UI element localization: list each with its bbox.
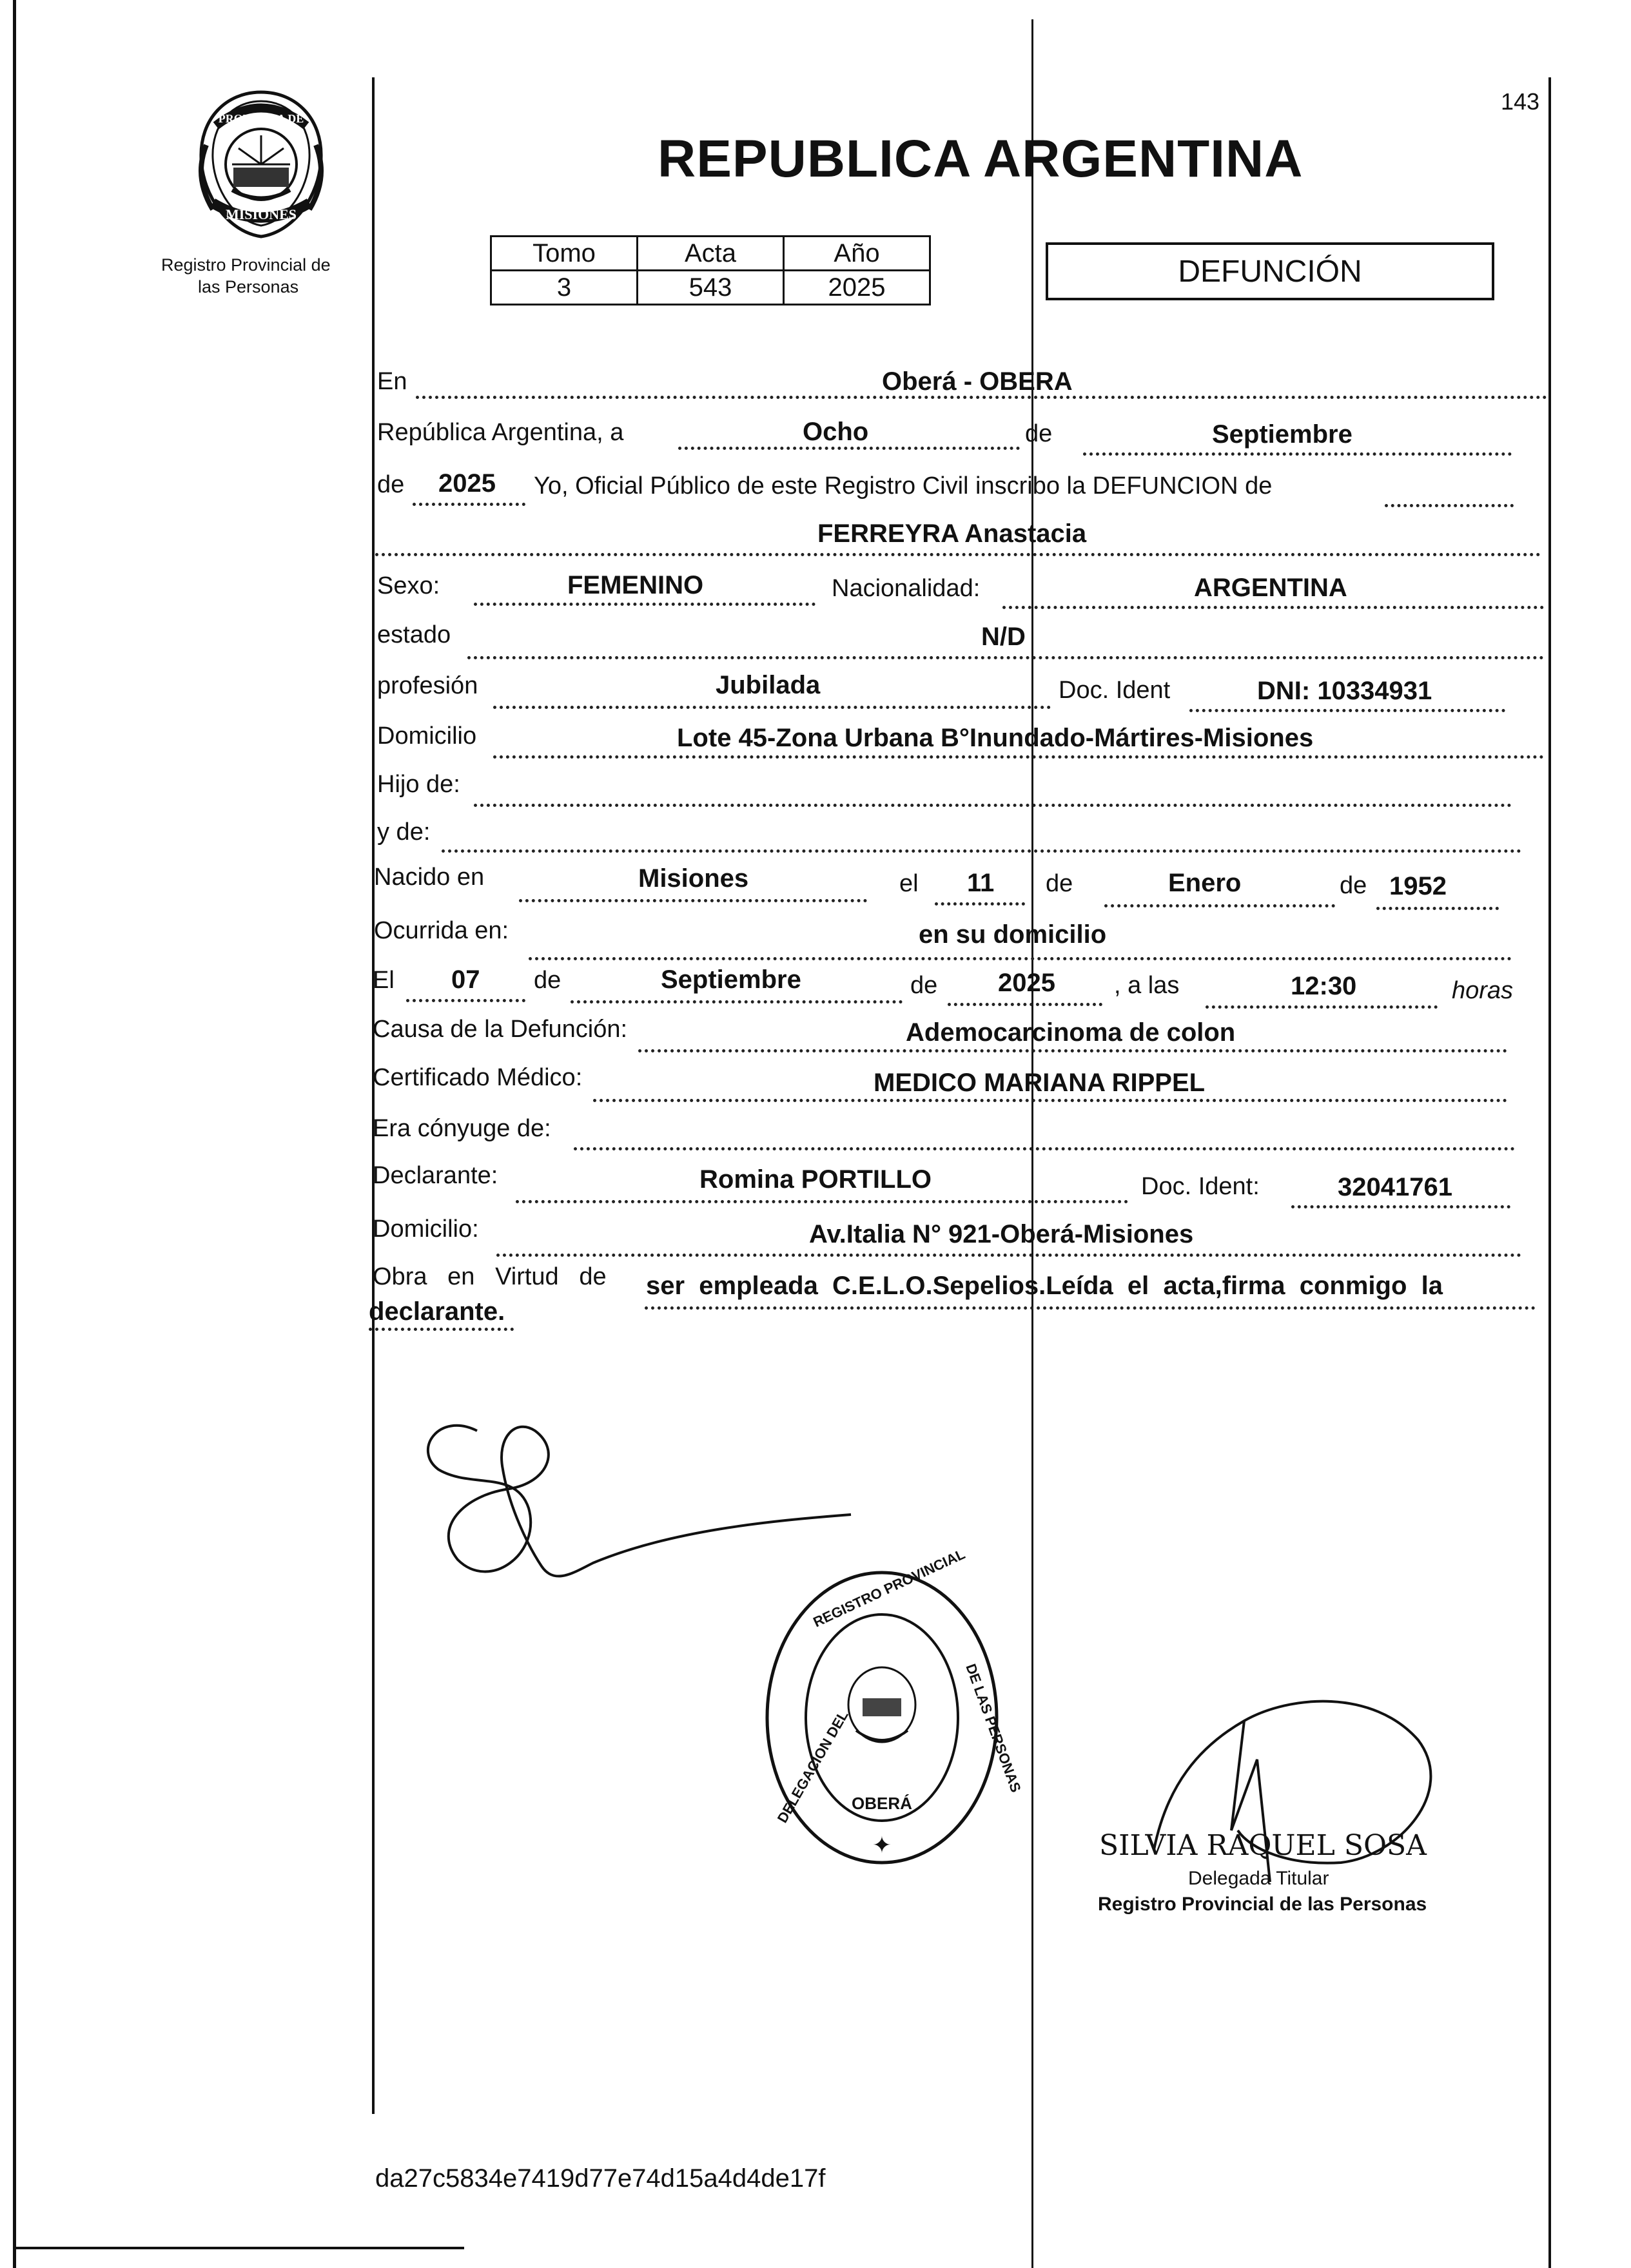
seal-city: OBERÁ	[852, 1794, 912, 1813]
dotted-line	[529, 957, 1512, 960]
fold-line	[1031, 19, 1033, 2268]
dotted-line	[406, 999, 525, 1002]
ocurrida-value: en su domicilio	[919, 920, 1107, 949]
nacionalidad-value: ARGENTINA	[1194, 574, 1347, 602]
svg-text:MISIONES: MISIONES	[225, 206, 297, 222]
acta-value: 543	[638, 271, 784, 305]
dotted-line	[467, 656, 1544, 659]
declarante-label: Declarante:	[373, 1162, 498, 1189]
obra-value-line2: declarante.	[369, 1297, 505, 1326]
left-margin-line	[13, 0, 16, 2268]
nacido-value: Misiones	[638, 864, 749, 893]
estado-label: estado	[377, 621, 451, 648]
record-type-box: DEFUNCIÓN	[1046, 242, 1494, 300]
causa-value: Ademocarcinoma de colon	[906, 1018, 1236, 1047]
defuncion-mes: Septiembre	[661, 965, 801, 994]
dotted-line	[416, 396, 1547, 399]
dotted-line	[1385, 504, 1514, 507]
acta-header: Acta	[638, 237, 784, 271]
dotted-line	[1189, 709, 1505, 712]
certificado-label: Certificado Médico:	[373, 1064, 583, 1091]
profesion-value: Jubilada	[716, 671, 821, 699]
declarante-value: Romina PORTILLO	[699, 1165, 932, 1194]
svg-text:✦: ✦	[872, 1832, 892, 1858]
seal-icon	[759, 1546, 1024, 1872]
profesion-label: profesión	[377, 672, 478, 699]
certificado-value: MEDICO MARIANA RIPPEL	[874, 1069, 1206, 1097]
dotted-line	[442, 849, 1521, 853]
svg-text:PROVINCIA DE: PROVINCIA DE	[218, 112, 304, 125]
mes-value: Septiembre	[1212, 420, 1353, 449]
province-emblem-icon	[187, 87, 335, 242]
svg-text:REGISTRO PROVINCIAL: REGISTRO PROVINCIAL	[810, 1546, 968, 1631]
conyuge-label: Era cónyuge de:	[373, 1115, 551, 1142]
dotted-line	[474, 603, 816, 606]
dia-value: Ocho	[803, 418, 869, 446]
dotted-line	[593, 1099, 1507, 1102]
dotted-line	[474, 804, 1512, 807]
nacimiento-anio: 1952	[1389, 872, 1447, 900]
svg-text:DE LAS PERSONAS: DE LAS PERSONAS	[962, 1662, 1024, 1795]
de-anio-label: de	[377, 471, 405, 498]
nacido-label: Nacido en	[374, 864, 485, 891]
el-label: el	[899, 870, 919, 897]
obra-value-line1: ser empleada C.E.L.O.Sepelios.Leída el acta,firma conmigo la	[646, 1272, 1443, 1300]
dotted-line	[935, 902, 1025, 906]
dotted-line	[496, 1254, 1521, 1257]
page-number: 143	[1501, 88, 1540, 115]
anio-header: Año	[784, 237, 930, 271]
doc-ident-value: DNI: 10334931	[1257, 677, 1432, 705]
form-left-border	[372, 77, 375, 2114]
fallecido-nombre: FERREYRA Anastacia	[817, 519, 1087, 548]
causa-label: Causa de la Defunción:	[373, 1016, 628, 1043]
domicilio2-value: Av.Italia N° 921-Oberá-Misiones	[809, 1220, 1194, 1248]
sexo-label: Sexo:	[377, 572, 440, 599]
doc-ident2-value: 32041761	[1338, 1173, 1452, 1201]
en-label: En	[377, 368, 407, 395]
nacimiento-dia: 11	[967, 869, 995, 897]
dotted-line	[519, 899, 867, 902]
en-value: Oberá - OBERA	[882, 367, 1073, 396]
sexo-value: FEMENINO	[567, 571, 704, 599]
dotted-line	[493, 706, 1051, 709]
dotted-line	[571, 1000, 903, 1003]
anio-value: 2025	[438, 469, 496, 498]
official-signature	[1096, 1669, 1483, 1901]
defuncion-anio: 2025	[998, 969, 1055, 997]
ocurrida-label: Ocurrida en:	[374, 917, 509, 944]
nacionalidad-label: Nacionalidad:	[832, 575, 981, 602]
dotted-line	[1376, 907, 1499, 910]
domicilio2-label: Domicilio:	[373, 1216, 479, 1243]
horas-label: horas	[1452, 977, 1514, 1004]
svg-text:DELEGACION DEL: DELEGACION DEL	[774, 1707, 852, 1826]
official-office: Registro Provincial de las Personas	[1098, 1894, 1427, 1915]
dotted-line	[413, 503, 525, 506]
province-emblem	[187, 87, 335, 242]
doc-ident-label: Doc. Ident	[1059, 677, 1171, 704]
dotted-line	[375, 553, 1541, 556]
inscribo-text: Yo, Oficial Público de este Registro Civil inscribo la DEFUNCION de	[534, 472, 1273, 499]
hora-value: 12:30	[1291, 972, 1357, 1000]
republica-label: República Argentina, a	[377, 419, 624, 446]
dotted-line	[493, 755, 1544, 759]
dotted-line	[1206, 1005, 1438, 1009]
de-label: de	[1340, 872, 1367, 899]
official-seal	[759, 1546, 1024, 1872]
page-title: REPUBLICA ARGENTINA	[658, 130, 1304, 188]
domicilio-value: Lote 45-Zona Urbana B°Inundado-Mártires-Misiones	[677, 724, 1314, 752]
de-label: de	[534, 967, 562, 994]
dotted-line	[369, 1328, 514, 1331]
defuncion-dia: 07	[451, 965, 480, 994]
doc-ident2-label: Doc. Ident:	[1141, 1173, 1260, 1200]
bottom-edge-line	[13, 2247, 464, 2249]
official-role: Delegada Titular	[1188, 1868, 1329, 1889]
dotted-line	[516, 1200, 1128, 1203]
dotted-line	[1291, 1205, 1510, 1208]
official-name: SILVIA RAQUEL SOSA	[1099, 1829, 1427, 1862]
hijo-label: Hijo de:	[377, 771, 460, 798]
dotted-line	[638, 1049, 1507, 1052]
dotted-line	[948, 1003, 1102, 1006]
document-hash: da27c5834e7419d77e74d15a4d4de17f	[375, 2164, 826, 2193]
de-label: de	[1025, 420, 1053, 447]
record-id-table	[490, 235, 931, 305]
de-label: de	[1046, 870, 1073, 897]
dotted-line	[678, 447, 1020, 450]
el2-label: El	[373, 967, 395, 994]
registry-caption-line2: las Personas	[198, 277, 299, 296]
dotted-line	[1083, 452, 1512, 456]
form-right-border	[1548, 77, 1551, 2268]
de-label: de	[910, 972, 938, 999]
tomo-header: Tomo	[491, 237, 638, 271]
y-de-label: y de:	[377, 819, 431, 846]
tomo-value: 3	[491, 271, 638, 305]
dotted-line	[574, 1147, 1515, 1150]
dotted-line	[645, 1306, 1536, 1310]
estado-value: N/D	[981, 623, 1026, 651]
a-las-label: , a las	[1114, 972, 1180, 999]
nacimiento-mes: Enero	[1168, 869, 1242, 897]
anio-value: 2025	[784, 271, 930, 305]
obra-label: Obra en Virtud de	[373, 1263, 607, 1290]
dotted-line	[1104, 904, 1335, 907]
registry-caption-line1: Registro Provincial de	[161, 255, 331, 275]
dotted-line	[1002, 606, 1544, 609]
domicilio-label: Domicilio	[377, 722, 477, 750]
